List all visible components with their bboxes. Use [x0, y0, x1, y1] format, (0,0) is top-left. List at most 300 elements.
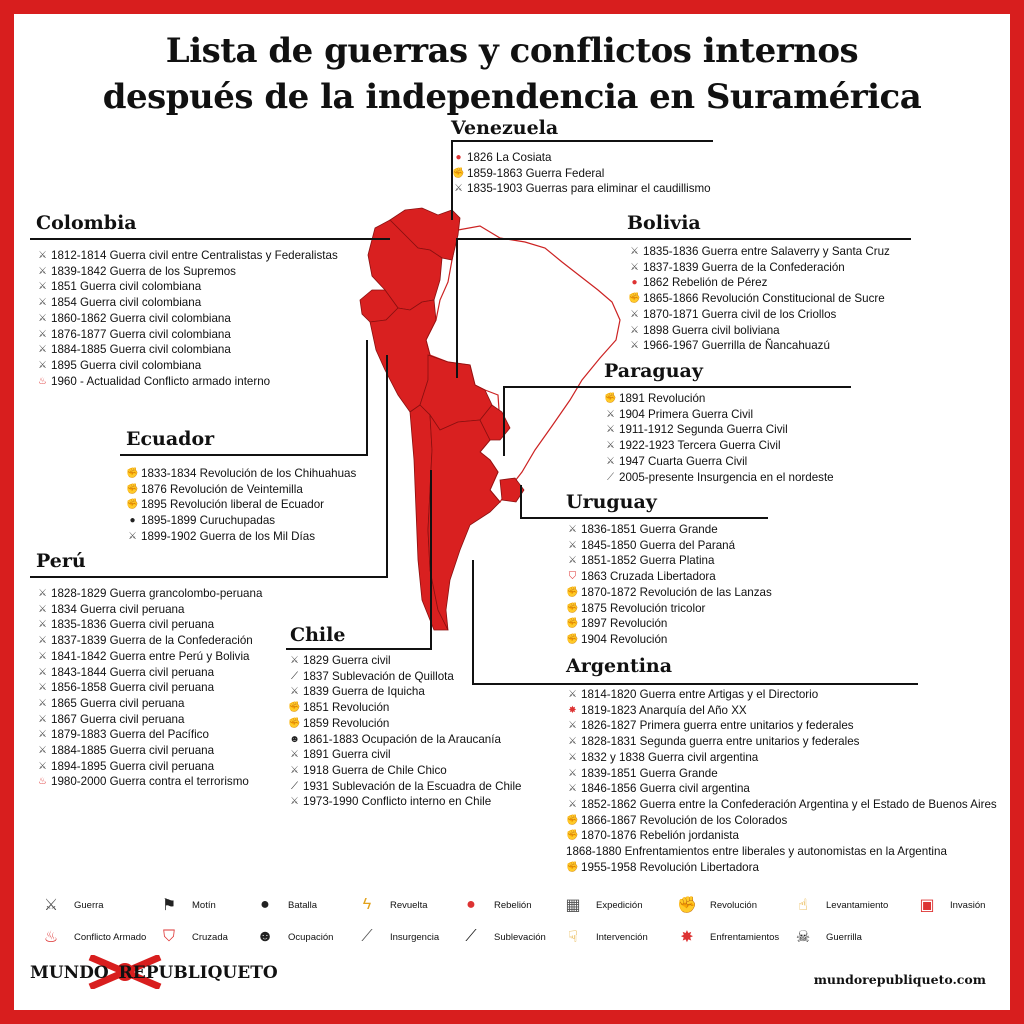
argentina-item-text: 1846-1856 Guerra civil argentina — [581, 782, 750, 796]
venezuela-item-text: 1859-1863 Guerra Federal — [467, 166, 605, 180]
paraguay-item-text: 2005-presente Insurgencia en el nordeste — [619, 470, 834, 484]
peru-item-text: 1894-1895 Guerra civil peruana — [51, 759, 215, 773]
legend-label: Ocupación — [288, 931, 334, 943]
ecuador-item-text: 1895 Revolución liberal de Ecuador — [141, 498, 325, 512]
uruguay-connector — [520, 485, 522, 519]
uruguay-item — [566, 616, 772, 632]
colombia-item-text: 1860-1862 Guerra civil colombiana — [51, 311, 231, 325]
legend-label: Intervención — [596, 931, 648, 943]
chile-item — [288, 700, 522, 716]
bolivia-item — [628, 307, 890, 323]
peru-item — [36, 743, 262, 759]
paraguay-item — [604, 454, 834, 470]
legend-item — [254, 926, 333, 948]
venezuela-rule — [451, 140, 713, 142]
bolivia-item — [628, 260, 890, 276]
colombia-item — [36, 342, 338, 358]
bolivia-item-text: 1865-1866 Revolución Constitucional de Sucre — [643, 292, 885, 306]
chile-item — [288, 653, 522, 669]
bomb-icon: ● — [260, 896, 270, 913]
legend-label: Guerra — [74, 899, 104, 911]
chile-item-text: 1891 Guerra civil — [303, 748, 391, 762]
colombia-item-text: 1884-1885 Guerra civil colombiana — [51, 343, 231, 357]
argentina-list — [566, 687, 997, 875]
ecuador-connector — [366, 340, 368, 456]
colombia-item-text: 1839-1842 Guerra de los Supremos — [51, 264, 236, 278]
colombia-item — [36, 264, 338, 280]
legend-label: Sublevación — [494, 931, 546, 943]
bolivia-list — [628, 244, 890, 354]
peru-item — [36, 586, 262, 602]
chile-item-text: 1918 Guerra de Chile Chico — [303, 763, 447, 777]
alien-icon: ☻ — [289, 733, 300, 745]
chile-item — [288, 732, 522, 748]
site-url[interactable]: mundorepubliqueto.com — [813, 972, 986, 987]
venezuela-item — [452, 150, 711, 166]
peru-item-text: 1841-1842 Guerra entre Perú y Bolivia — [51, 649, 250, 663]
colombia-item — [36, 327, 338, 343]
swords-icon: ⚔ — [38, 328, 47, 340]
peru-connector — [386, 355, 388, 578]
bolivia-item-text: 1835-1836 Guerra entre Salaverry y Santa Cruz — [643, 245, 890, 258]
bolivia-item-text: 1898 Guerra civil boliviana — [643, 323, 780, 337]
swords-icon: ⚔ — [630, 308, 639, 320]
legend-item — [158, 894, 216, 916]
legend-label: Cruzada — [192, 931, 228, 943]
logo-word-1: MUNDO — [30, 963, 109, 983]
ecuador-item — [126, 497, 356, 513]
swords-icon: ⚔ — [38, 312, 47, 324]
bolivia-heading: Bolivia — [627, 212, 701, 234]
swords-icon: ⚔ — [38, 745, 47, 757]
legend-item — [916, 894, 985, 916]
skull-icon: ☠ — [795, 929, 811, 946]
paraguay-item-text: 1911-1912 Segunda Guerra Civil — [619, 423, 788, 437]
swords-icon: ⚔ — [606, 440, 615, 452]
paraguay-item — [604, 391, 834, 407]
fist-icon: ✊ — [566, 618, 579, 630]
uruguay-list — [566, 522, 772, 648]
dagger-icon: ⟋ — [607, 471, 614, 483]
swords-icon: ⚔ — [568, 798, 577, 810]
venezuela-item — [452, 181, 711, 197]
drum-icon: ● — [466, 896, 476, 913]
drum-icon: ● — [455, 152, 462, 163]
swords-icon: ⚔ — [38, 619, 47, 631]
peru-item — [36, 759, 262, 775]
chile-item-text: 1859 Revolución — [303, 716, 390, 730]
knife-icon: ⟋ — [291, 670, 298, 682]
peru-item — [36, 680, 262, 696]
fist-icon: ✊ — [566, 633, 579, 645]
fire-icon: ♨ — [43, 929, 59, 946]
peru-item — [36, 649, 262, 665]
fist-icon: ✊ — [566, 602, 579, 614]
legend-item — [792, 894, 888, 916]
venezuela-list — [452, 150, 711, 197]
colombia-item — [36, 279, 338, 295]
venezuela-heading: Venezuela — [451, 117, 559, 139]
ecuador-rule — [120, 454, 368, 456]
swords-icon: ⚔ — [568, 783, 577, 795]
legend-item — [676, 926, 779, 948]
swords-icon: ⚔ — [454, 183, 463, 195]
chile-item-text: 1851 Revolución — [303, 701, 390, 715]
venezuela-item-text: 1826 La Cosiata — [467, 151, 552, 164]
paraguay-list — [604, 391, 834, 485]
chile-item — [288, 794, 522, 810]
legend-label: Conflicto Armado — [74, 931, 147, 943]
peru-item-text: 1856-1858 Guerra civil peruana — [51, 681, 215, 695]
chile-item — [288, 716, 522, 732]
chile-item-text: 1861-1883 Ocupación de la Araucanía — [303, 732, 501, 746]
peru-item — [36, 665, 262, 681]
swords-icon: ⚔ — [568, 751, 577, 763]
uruguay-item-text: 1863 Cruzada Libertadora — [581, 570, 716, 584]
fire-icon: ♨ — [38, 375, 47, 387]
uruguay-item-text: 1870-1872 Revolución de las Lanzas — [581, 585, 772, 599]
peru-item — [36, 712, 262, 728]
swords-icon: ⚔ — [630, 340, 639, 352]
flag-icon: ⚑ — [161, 897, 177, 914]
uruguay-item-text: 1851-1852 Guerra Platina — [581, 554, 715, 568]
bolivia-item-text: 1966-1967 Guerrilla de Ñancahuazú — [643, 339, 830, 353]
peru-item — [36, 602, 262, 618]
alien-icon: ☻ — [256, 928, 274, 945]
paraguay-item — [604, 422, 834, 438]
swords-icon: ⚔ — [38, 250, 47, 261]
bolivia-item-text: 1870-1871 Guerra civil de los Criollos — [643, 307, 837, 321]
legend-label: Levantamiento — [826, 899, 889, 911]
argentina-item — [566, 828, 997, 844]
bolivia-item-text: 1862 Rebelión de Pérez — [643, 276, 768, 290]
swords-icon: ⚔ — [630, 246, 639, 257]
legend-item — [158, 926, 228, 948]
legend-label: Revuelta — [390, 899, 428, 911]
fist-icon: ✊ — [566, 814, 579, 826]
chile-rule — [286, 648, 432, 650]
fist-icon: ✊ — [126, 483, 139, 495]
legend-item — [562, 894, 642, 916]
argentina-item-text: 1826-1827 Primera guerra entre unitarios y federales — [581, 719, 854, 733]
colombia-item — [36, 295, 338, 311]
colombia-item-text: 1876-1877 Guerra civil colombiana — [51, 327, 231, 341]
argentina-item-text: 1832 y 1838 Guerra civil argentina — [581, 750, 759, 764]
argentina-item — [566, 797, 997, 813]
peru-item-text: 1980-2000 Guerra contra el terrorismo — [51, 775, 249, 789]
argentina-item-text: 1819-1823 Anarquía del Año XX — [581, 703, 747, 717]
swords-icon: ⚔ — [606, 408, 615, 420]
title-line-1: Lista de guerras y conflictos internos — [165, 31, 859, 71]
swords-icon: ⚔ — [38, 359, 47, 371]
knife-icon: ⟋ — [291, 780, 298, 792]
chile-item — [288, 763, 522, 779]
map-icon: ▦ — [565, 897, 581, 914]
uruguay-rule — [520, 517, 768, 519]
uruguay-item — [566, 569, 772, 585]
logo-word-2: REPUBLIQUETO — [118, 963, 278, 983]
peru-item-text: 1837-1839 Guerra de la Confederación — [51, 634, 253, 648]
colombia-rule — [30, 238, 390, 240]
fist-icon: ✊ — [126, 499, 139, 511]
swords-icon: ⚔ — [38, 297, 47, 309]
argentina-heading: Argentina — [566, 655, 673, 677]
chile-list — [288, 653, 522, 810]
chile-item-text: 1829 Guerra civil — [303, 654, 391, 667]
peru-item-text: 1865 Guerra civil peruana — [51, 696, 185, 710]
argentina-item — [566, 860, 997, 876]
uruguay-item-text: 1875 Revolución tricolor — [581, 601, 706, 615]
swords-icon: ⚔ — [38, 588, 47, 599]
peru-item-text: 1884-1885 Guerra civil peruana — [51, 744, 215, 758]
swords-icon: ⚔ — [38, 760, 47, 772]
bolivia-connector — [456, 238, 458, 378]
swords-icon: ⚔ — [606, 424, 615, 436]
legend-item — [460, 894, 532, 916]
legend-item — [254, 894, 317, 916]
bolivia-item — [628, 291, 890, 307]
argentina-item — [566, 687, 997, 703]
colombia-heading: Colombia — [36, 212, 137, 234]
swords-icon: ⚔ — [630, 261, 639, 273]
ecuador-item-text: 1876 Revolución de Veintemilla — [141, 482, 303, 496]
uruguay-item-text: 1897 Revolución — [581, 617, 668, 631]
swords-icon: ⚔ — [290, 796, 299, 808]
fist-icon: ✊ — [288, 702, 301, 714]
paraguay-item-text: 1947 Cuarta Guerra Civil — [619, 454, 748, 468]
bolivia-item — [628, 275, 890, 291]
peru-item — [36, 696, 262, 712]
peru-item — [36, 774, 262, 790]
ecuador-list — [126, 466, 356, 545]
pointing-down-icon: ☟ — [568, 929, 578, 946]
legend-label: Revolución — [710, 899, 757, 911]
colombia-item-text: 1812-1814 Guerra civil entre Centralistas y Federalistas — [51, 249, 338, 262]
swords-icon: ⚔ — [38, 650, 47, 662]
swords-icon: ⚔ — [606, 455, 615, 467]
bomb-icon: ● — [129, 515, 136, 527]
swords-icon: ⚔ — [38, 265, 47, 277]
chile-connector — [430, 470, 432, 650]
legend-label: Motín — [192, 899, 216, 911]
argentina-item — [566, 766, 997, 782]
bolivia-item — [628, 244, 890, 260]
fist-icon: ✊ — [566, 830, 579, 842]
explosion-icon: ✸ — [568, 704, 577, 716]
argentina-item-text: 1955-1958 Revolución Libertadora — [581, 860, 759, 874]
uk-flag-icon: ▣ — [919, 897, 935, 914]
swords-icon: ⚔ — [38, 344, 47, 356]
chile-item — [288, 669, 522, 685]
swords-icon: ⚔ — [630, 324, 639, 336]
fist-icon: ✊ — [566, 861, 579, 873]
ecuador-item — [126, 529, 356, 545]
colombia-item-text: 1960 - Actualidad Conflicto armado interno — [51, 374, 271, 388]
bolivia-item — [628, 338, 890, 354]
legend-label: Batalla — [288, 899, 318, 911]
chile-item-text: 1931 Sublevación de la Escuadra de Chile — [303, 779, 522, 793]
colombia-item — [36, 374, 338, 390]
argentina-rule — [472, 683, 918, 685]
fire-icon: ♨ — [38, 776, 47, 788]
legend-label: Expedición — [596, 899, 643, 911]
argentina-item — [566, 734, 997, 750]
paraguay-rule — [503, 386, 851, 388]
fist-icon: ✊ — [566, 586, 579, 598]
bolivia-item-text: 1837-1839 Guerra de la Confederación — [643, 260, 845, 274]
fist-icon: ✊ — [452, 167, 465, 179]
ecuador-item-text: 1899-1902 Guerra de los Mil Días — [141, 529, 315, 543]
paraguay-connector — [503, 386, 505, 456]
paraguay-item — [604, 438, 834, 454]
shield-icon: ⛉ — [162, 928, 175, 945]
paraguay-item-text: 1891 Revolución — [619, 392, 706, 405]
swords-icon: ⚔ — [38, 666, 47, 678]
shield-icon: ⛉ — [568, 571, 577, 583]
legend-item — [562, 926, 648, 948]
argentina-item-text: 1828-1831 Segunda guerra entre unitarios y federales — [581, 735, 860, 749]
colombia-item-text: 1851 Guerra civil colombiana — [51, 280, 202, 294]
dagger-icon: ⟋ — [361, 928, 373, 945]
legend-label: Invasión — [950, 899, 986, 911]
legend-item — [356, 894, 428, 916]
uruguay-heading: Uruguay — [566, 491, 657, 513]
drum-icon: ● — [631, 277, 638, 289]
peru-item-text: 1867 Guerra civil peruana — [51, 712, 185, 726]
swords-icon: ⚔ — [568, 767, 577, 779]
swords-icon: ⚔ — [568, 689, 577, 700]
legend-label: Rebelión — [494, 899, 532, 911]
bolivia-item — [628, 323, 890, 339]
title-line-2: después de la independencia en Suramérica — [102, 77, 922, 117]
swords-icon: ⚔ — [38, 281, 47, 293]
fist-icon: ✊ — [677, 897, 697, 914]
swords-icon: ⚔ — [290, 686, 299, 698]
swords-icon: ⚔ — [568, 720, 577, 732]
colombia-list — [36, 248, 338, 389]
swords-icon: ⚔ — [38, 682, 47, 694]
peru-item — [36, 727, 262, 743]
ecuador-item — [126, 466, 356, 482]
swords-icon: ⚔ — [128, 530, 137, 542]
swords-icon: ⚔ — [568, 736, 577, 748]
lightning-icon: ϟ — [362, 896, 372, 913]
chile-item — [288, 747, 522, 763]
pointing-up-icon: ☝ — [798, 897, 808, 914]
legend-item — [792, 926, 862, 948]
chile-heading: Chile — [290, 624, 346, 646]
uruguay-item — [566, 632, 772, 648]
legend-label: Guerrilla — [826, 931, 862, 943]
paraguay-heading: Paraguay — [604, 360, 703, 382]
swords-icon: ⚔ — [568, 539, 577, 551]
venezuela-item — [452, 166, 711, 182]
argentina-item — [566, 844, 997, 860]
chile-item-text: 1973-1990 Conflicto interno en Chile — [303, 795, 492, 809]
explosion-icon: ✸ — [680, 929, 694, 946]
peru-heading: Perú — [36, 550, 86, 572]
paraguay-item-text: 1904 Primera Guerra Civil — [619, 407, 754, 421]
swords-icon: ⚔ — [568, 524, 577, 535]
page-title — [40, 28, 984, 120]
chile-item-text: 1837 Sublevación de Quillota — [303, 669, 454, 683]
knife-icon: ⟋ — [465, 928, 477, 945]
argentina-item-text: 1814-1820 Guerra entre Artigas y el Directorio — [581, 688, 819, 701]
argentina-item-text: 1839-1851 Guerra Grande — [581, 766, 718, 780]
ecuador-item-text: 1833-1834 Revolución de los Chihuahuas — [141, 467, 357, 480]
fist-icon: ✊ — [126, 468, 139, 479]
colombia-item-text: 1895 Guerra civil colombiana — [51, 358, 202, 372]
argentina-item-text: 1852-1862 Guerra entre la Confederación Argentina y el Estado de Buenos Aires — [581, 797, 997, 811]
peru-rule — [30, 576, 388, 578]
mundo-republiqueto-logo — [30, 963, 278, 983]
argentina-item — [566, 781, 997, 797]
paraguay-item-text: 1922-1923 Tercera Guerra Civil — [619, 439, 781, 453]
chile-item — [288, 779, 522, 795]
legend-item — [40, 926, 146, 948]
swords-icon: ⚔ — [38, 713, 47, 725]
peru-item-text: 1834 Guerra civil peruana — [51, 602, 185, 616]
fist-icon: ✊ — [288, 717, 301, 729]
bolivia-rule — [456, 238, 911, 240]
uruguay-item-text: 1836-1851 Guerra Grande — [581, 523, 718, 536]
peru-item-text: 1843-1844 Guerra civil peruana — [51, 665, 215, 679]
uruguay-item — [566, 553, 772, 569]
paraguay-item — [604, 407, 834, 423]
peru-item — [36, 633, 262, 649]
chile-item-text: 1839 Guerra de Iquicha — [303, 685, 425, 699]
ecuador-item — [126, 482, 356, 498]
swords-icon: ⚔ — [290, 764, 299, 776]
legend-item — [40, 894, 104, 916]
chile-item — [288, 684, 522, 700]
argentina-item — [566, 718, 997, 734]
swords-icon: ⚔ — [43, 897, 59, 914]
argentina-item-text: 1868-1880 Enfrentamientos entre liberales y autonomistas en la Argentina — [566, 845, 947, 859]
ecuador-item-text: 1895-1899 Curuchupadas — [141, 514, 276, 528]
swords-icon: ⚔ — [38, 697, 47, 709]
peru-list — [36, 586, 262, 790]
colombia-item — [36, 358, 338, 374]
argentina-item — [566, 750, 997, 766]
colombia-item — [36, 248, 338, 264]
colombia-item-text: 1854 Guerra civil colombiana — [51, 296, 202, 310]
peru-item-text: 1835-1836 Guerra civil peruana — [51, 618, 215, 632]
ecuador-heading: Ecuador — [126, 428, 215, 450]
legend-item — [460, 926, 546, 948]
argentina-item — [566, 703, 997, 719]
peru-item — [36, 617, 262, 633]
peru-item-text: 1828-1829 Guerra grancolombo-peruana — [51, 587, 263, 600]
argentina-item-text: 1870-1876 Rebelión jordanista — [581, 829, 739, 843]
uruguay-item-text: 1904 Revolución — [581, 632, 668, 646]
venezuela-item-text: 1835-1903 Guerras para eliminar el caudillismo — [467, 182, 711, 196]
paraguay-item — [604, 470, 834, 486]
ecuador-item — [126, 513, 356, 529]
uruguay-item-text: 1845-1850 Guerra del Paraná — [581, 538, 736, 552]
legend-item — [356, 926, 439, 948]
argentina-item — [566, 813, 997, 829]
swords-icon: ⚔ — [290, 655, 299, 666]
fist-icon: ✊ — [628, 293, 641, 305]
fist-icon: ✊ — [604, 393, 617, 404]
argentina-item-text: 1866-1867 Revolución de los Colorados — [581, 813, 788, 827]
swords-icon: ⚔ — [290, 749, 299, 761]
legend-item — [676, 894, 757, 916]
uruguay-item — [566, 585, 772, 601]
swords-icon: ⚔ — [568, 555, 577, 567]
legend-label: Insurgencia — [390, 931, 440, 943]
